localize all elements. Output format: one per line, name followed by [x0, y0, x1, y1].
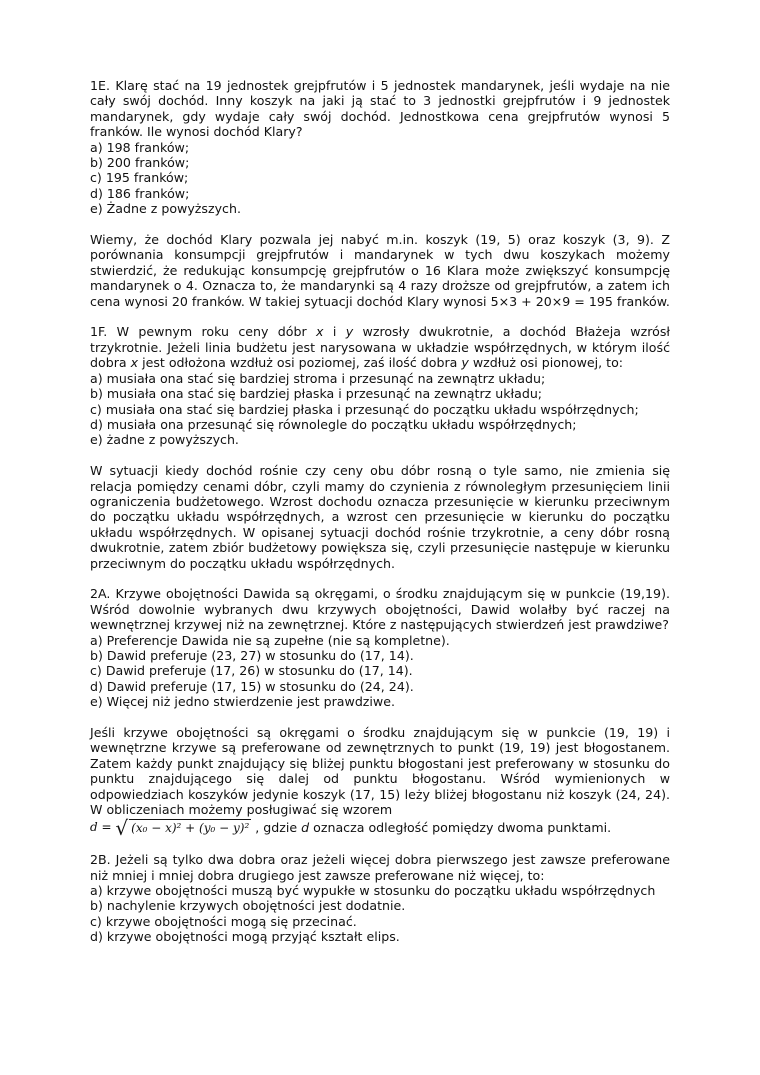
option-2a-c: c) Dawid preferuje (17, 26) w stosunku do (17, 14).: [90, 663, 413, 679]
option-1f-e: e) żadne z powyższych.: [90, 432, 239, 448]
option-1e-e: e) Żadne z powyższych.: [90, 201, 241, 217]
option-2a-a: a) Preferencje Dawida nie są zupełne (nie są kompletne).: [90, 632, 450, 648]
option-1f-c: c) musiała ona stać się bardziej płaska i przesunąć do początku układu współrzędnych;: [90, 401, 639, 417]
answer-1e: Wiemy, że dochód Klary pozwala jej nabyć m.in. koszyk (19, 5) oraz koszyk (3, 9). Z porównania konsumpcji grejpfrutów i mandarynek w tych dwu koszykach możemy stwierdzić, że redukując konsumpcję grejpfrutów o 16 Klara może zwiększyć konsumpcję mandarynek o 4. Oznacza to, że mandarynki są 4 razy droższe od grejpfrutów, a zatem ich cena wynosi 20 franków. W takiej sytuacji dochód Klary wynosi 5×3 + 20×9 = 195 franków.: [90, 232, 670, 309]
option-1f-a: a) musiała ona stać się bardziej stroma i przesunąć na zewnątrz układu;: [90, 370, 546, 386]
option-2a-d: d) Dawid preferuje (17, 15) w stosunku do (24, 24).: [90, 678, 414, 694]
option-2b-d: d) krzywe obojętności mogą przyjąć kształt elips.: [90, 929, 400, 945]
option-1e-b: b) 200 franków;: [90, 155, 190, 171]
question-1f: 1F. W pewnym roku ceny dóbr x i y wzrosły dwukrotnie, a dochód Błażeja wzrósł trzykrotnie. Jeżeli linia budżetu jest narysowana w układzie współrzędnych, w którym ilość dobra x jest odłożona wzdłuż osi poziomej, zaś ilość dobra y wzdłuż osi pionowej, to:: [90, 324, 670, 371]
option-1e-a: a) 198 franków;: [90, 139, 190, 155]
question-2b: 2B. Jeżeli są tylko dwa dobra oraz jeżeli więcej dobra pierwszego jest zawsze preferowane niż mniej i mniej dobra drugiego jest zawsze preferowane niż więcej, to:: [90, 852, 670, 883]
option-2b-b: b) nachylenie krzywych obojętności jest dodatnie.: [90, 898, 406, 914]
option-2b-a: a) krzywe obojętności muszą być wypukłe w stosunku do początku układu współrzędnych: [90, 883, 656, 899]
option-1e-d: d) 186 franków;: [90, 185, 190, 201]
distance-formula: d = √ (x₀ − x)² + (y₀ − y)²: [90, 816, 250, 841]
question-2a: 2A. Krzywe obojętności Dawida są okręgami, o środku znajdującym się w punkcie (19,19). Wśród dowolnie wybranych dwu krzywych obojętności, Dawid wolałby być raczej na wewnętrznej krzywej niż na zewnętrznej. Które z następujących stwierdzeń jest prawdziwe?: [90, 586, 670, 633]
question-1e: 1E. Klarę stać na 19 jednostek grejpfrutów i 5 jednostek mandarynek, jeśli wydaje na nie cały swój dochód. Inny koszyk na jaki ją stać to 3 jednostki grejpfrutów i 9 jednostek mandarynek, gdy wydaje cały swój dochód. Jednostkowa cena grejpfrutów wynosi 5 franków. Ile wynosi dochód Klary?: [90, 78, 670, 140]
option-1f-d: d) musiała ona przesunąć się równolegle do początku układu współrzędnych;: [90, 416, 577, 432]
answer-1f: W sytuacji kiedy dochód rośnie czy ceny obu dóbr rosną o tyle samo, nie zmienia się relacja pomiędzy cenami dóbr, czyli mamy do czynienia z równoległym przesunięciem linii ograniczenia budżetowego. Wzrost dochodu oznacza przesunięcie w kierunku przeciwnym do początku układu współrzędnych, a wzrost cen przesunięcie w kierunku do początku układu współrzędnych. W opisanej sytuacji dochód rośnie trzykrotnie, a ceny dóbr rosną dwukrotnie, zatem zbiór budżetowy powiększa się, czyli przesunięcie następuje w kierunku przeciwnym do początku układu współrzędnych.: [90, 463, 670, 571]
option-1f-b: b) musiała ona stać się bardziej płaska i przesunąć na zewnątrz układu;: [90, 386, 543, 402]
answer-2a: Jeśli krzywe obojętności są okręgami o środku znajdującym się w punkcie (19, 19) i wewnętrzne krzywe są preferowane od zewnętrznych to punkt (19, 19) jest błogostanem. Zatem każdy punkt znajdujący się bliżej punktu błogostani jest preferowany w stosunku do punktu znajdującego się dalej od punktu błogostanu. Wśród wymienionych w odpowiedziach koszyków jedynie koszyk (17, 15) leży bliżej błogostanu niż koszyk (24, 24). W obliczeniach możemy posługiwać się wzorem: [90, 724, 670, 818]
option-2a-e: e) Więcej niż jedno stwierdzenie jest prawdziwe.: [90, 694, 395, 710]
distance-formula-line: d = √ (x₀ − x)² + (y₀ − y)² , gdzie d oznacza odległość pomiędzy dwoma punktami.: [90, 816, 612, 841]
square-root-icon: √: [115, 816, 129, 841]
option-1e-c: c) 195 franków;: [90, 170, 189, 186]
page-content: [90, 78, 670, 945]
option-2b-c: c) krzywe obojętności mogą się przecinać.: [90, 913, 357, 929]
option-2a-b: b) Dawid preferuje (23, 27) w stosunku do (17, 14).: [90, 647, 414, 663]
